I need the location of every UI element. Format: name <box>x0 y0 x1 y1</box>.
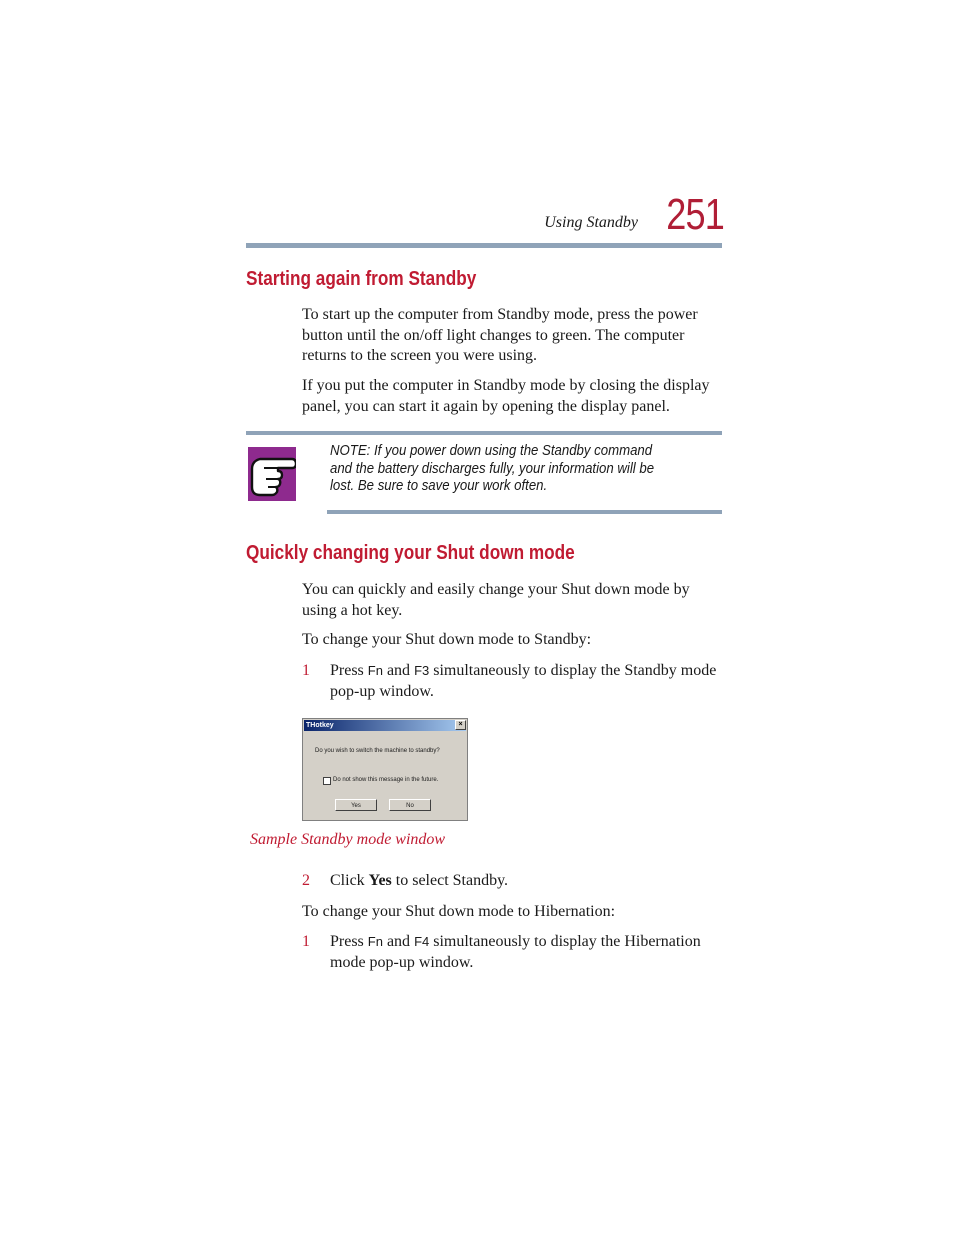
running-header-title: Using Standby <box>544 214 638 231</box>
paragraph: You can quickly and easily change your Shut down mode by using a hot key. <box>302 581 690 619</box>
checkbox-label: Do not show this message in the future. <box>333 777 439 783</box>
paragraph: If you put the computer in Standby mode by closing the display panel, you can start it again by opening the display panel. <box>302 377 710 415</box>
standby-dialog <box>302 718 468 821</box>
paragraph: To start up the computer from Standby mode, press the power button until the on/off light changes to green. The computer returns to the screen you were using. <box>302 306 698 364</box>
step-text: Press Fn and F3 simultaneously to display the Standby mode pop-up window. <box>330 662 717 700</box>
dialog-title-bar: THotkey <box>304 720 466 731</box>
key-fn: Fn <box>367 934 383 949</box>
step-text: Click Yes to select Standby. <box>330 872 509 889</box>
section-heading-shutdown-mode: Quickly changing your Shut down mode <box>246 542 575 564</box>
key-f3: F3 <box>414 663 430 678</box>
note-text: NOTE: If you power down using the Standby command and the battery discharges fully, your information will be lost. Be sure to save your work often. <box>330 442 655 494</box>
page-number: 251 <box>666 190 724 239</box>
step-number: 1 <box>302 662 310 679</box>
dont-show-checkbox[interactable] <box>323 777 331 785</box>
key-f4: F4 <box>414 934 430 949</box>
step-text: Press Fn and F4 simultaneously to display the Hibernation mode pop-up window. <box>330 933 701 971</box>
close-icon[interactable]: × <box>455 720 466 730</box>
dialog-question: Do you wish to switch the machine to standby? <box>315 748 440 754</box>
paragraph: To change your Shut down mode to Standby: <box>302 631 592 648</box>
figure-caption: Sample Standby mode window <box>250 831 446 848</box>
key-fn: Fn <box>367 663 383 678</box>
header-rule <box>246 243 722 248</box>
no-button[interactable]: No <box>389 799 431 811</box>
note-top-rule <box>246 431 722 435</box>
section-heading-standby: Starting again from Standby <box>246 268 477 290</box>
step-number: 1 <box>302 933 310 950</box>
pointing-hand-icon <box>248 447 296 501</box>
yes-button[interactable]: Yes <box>335 799 377 811</box>
note-bottom-rule <box>327 510 722 514</box>
paragraph: To change your Shut down mode to Hibernation: <box>302 903 616 920</box>
step-number: 2 <box>302 872 310 889</box>
